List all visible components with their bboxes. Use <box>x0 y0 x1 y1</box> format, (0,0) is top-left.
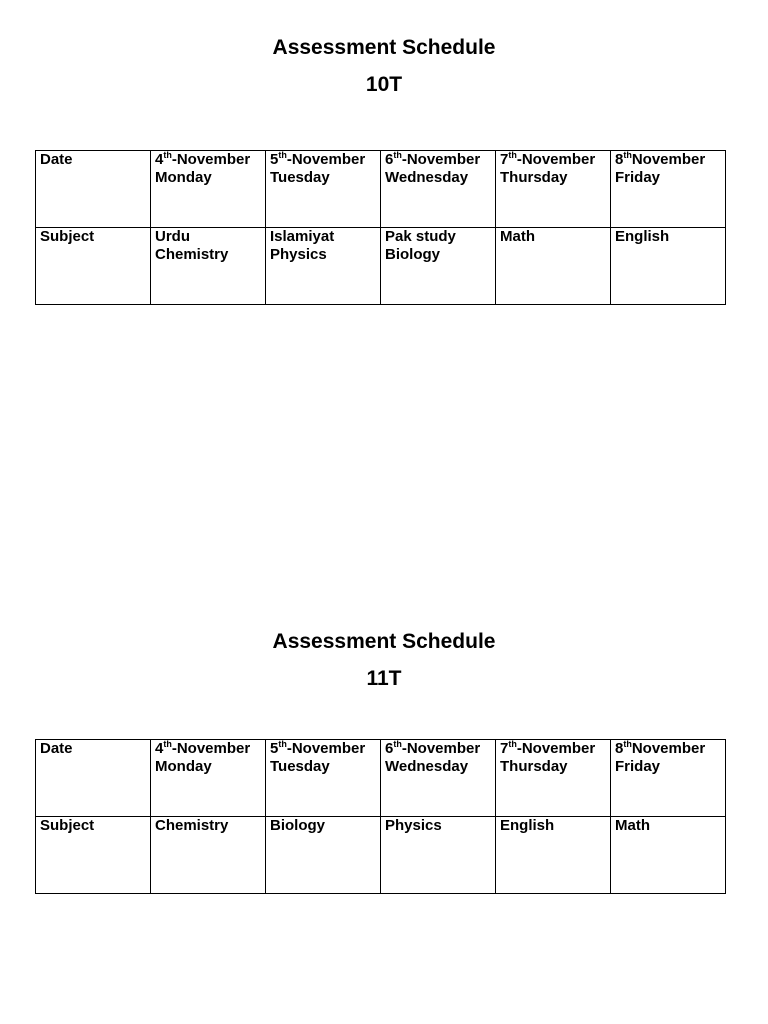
date-cell: 4th-November Monday <box>151 151 266 228</box>
class-name-10t: 10T <box>365 73 403 96</box>
subject-cell: Pak study Biology <box>381 228 496 305</box>
schedule-table-10t <box>35 150 726 305</box>
date-cell: 8thNovember Friday <box>611 151 726 228</box>
date-cell: 6th-November Wednesday <box>381 740 496 817</box>
subject-row-label: Subject <box>36 228 151 305</box>
date-cell: 4th-November Monday <box>151 740 266 817</box>
date-row-label: Date <box>36 151 151 228</box>
subject-cell: Islamiyat Physics <box>266 228 381 305</box>
date-cell: 7th-November Thursday <box>496 740 611 817</box>
subject-row-label: Subject <box>36 817 151 894</box>
date-cell: 7th-November Thursday <box>496 151 611 228</box>
schedule-title-11t: Assessment Schedule <box>272 630 496 653</box>
date-row <box>36 151 726 228</box>
schedule-title-10t: Assessment Schedule <box>272 36 496 59</box>
subject-row <box>36 228 726 305</box>
date-cell: 5th-November Tuesday <box>266 151 381 228</box>
subject-row <box>36 817 726 894</box>
subject-cell: Chemistry <box>151 817 266 894</box>
date-cell: 8thNovember Friday <box>611 740 726 817</box>
date-row-label: Date <box>36 740 151 817</box>
subject-cell: English <box>496 817 611 894</box>
date-cell: 5th-November Tuesday <box>266 740 381 817</box>
class-name-11t: 11T <box>366 667 402 690</box>
subject-cell: Math <box>496 228 611 305</box>
subject-cell: Physics <box>381 817 496 894</box>
schedule-table-11t <box>35 739 726 894</box>
subject-cell: Urdu Chemistry <box>151 228 266 305</box>
date-cell: 6th-November Wednesday <box>381 151 496 228</box>
subject-cell: Biology <box>266 817 381 894</box>
subject-cell: Math <box>611 817 726 894</box>
subject-cell: English <box>611 228 726 305</box>
date-row <box>36 740 726 817</box>
